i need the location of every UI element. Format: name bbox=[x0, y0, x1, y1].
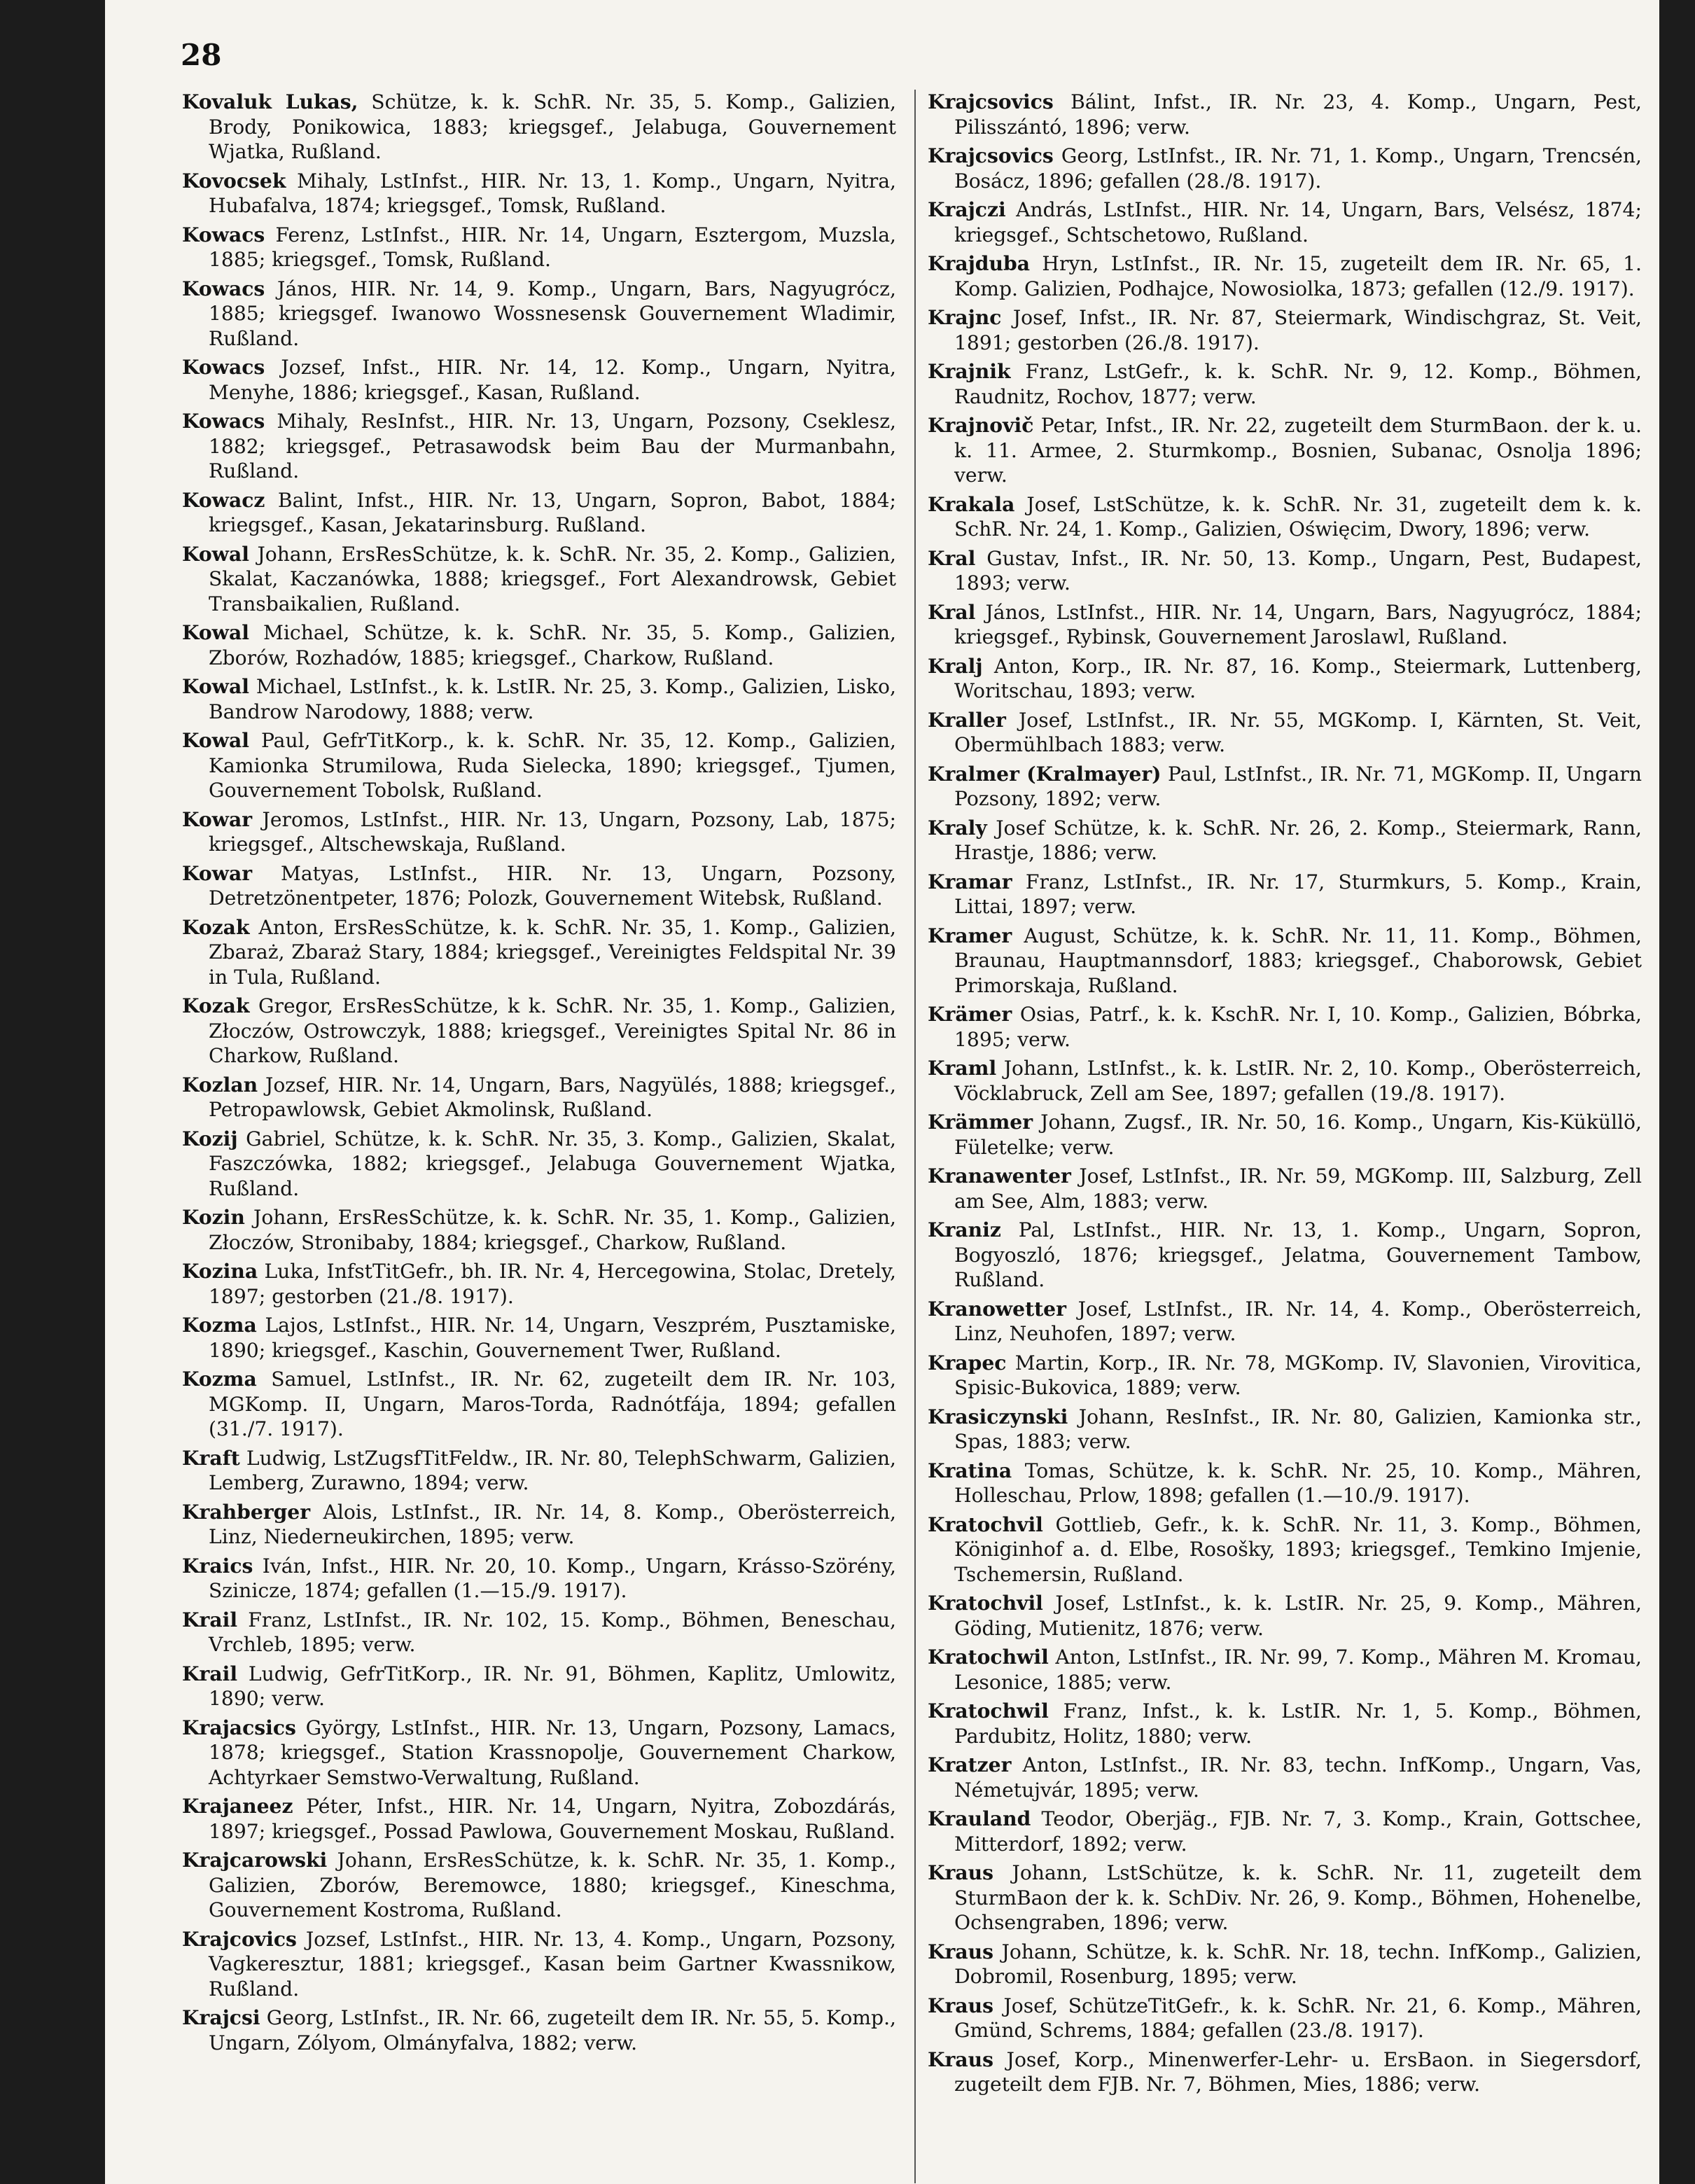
entry-surname: Krahberger bbox=[182, 1500, 311, 1524]
entry-surname: Kraft bbox=[182, 1446, 240, 1470]
entry-details: András, LstInfst., HIR. Nr. 14, Ungarn, Bars, Velsész, 1874; kriegsgef., Schtschetowo, Rußland. bbox=[954, 198, 1642, 246]
entry-details: Johann, ErsResSchütze, k. k. SchR. Nr. 35, 2. Komp., Galizien, Skalat, Kaczanówka, 1888; kriegsgef., Fort Alexandrowsk, Gebiet Transbaikalien, Rußland. bbox=[209, 542, 896, 615]
register-entry bbox=[928, 144, 1642, 193]
entry-surname: Kowal bbox=[182, 621, 249, 644]
entry-surname: Kozak bbox=[182, 915, 250, 939]
register-entry bbox=[182, 1073, 896, 1122]
register-entry bbox=[928, 251, 1642, 301]
entry-details: János, LstInfst., HIR. Nr. 14, Ungarn, Bars, Nagyugrócz, 1884; kriegsgef., Rybinsk, Gouvernement Jaroslawl, Rußland. bbox=[954, 600, 1642, 648]
register-entry bbox=[182, 1848, 896, 1923]
register-entry bbox=[182, 1127, 896, 1202]
entry-details: Georg, LstInfst., IR. Nr. 66, zugeteilt dem IR. Nr. 55, 5. Komp., Ungarn, Zólyom, Olmányfalva, 1882; verw. bbox=[209, 2006, 896, 2054]
entry-details: Iván, Infst., HIR. Nr. 20, 10. Komp., Ungarn, Krásso-Szörény, Szinicze, 1874; gefallen (1.—15./9. 1917). bbox=[209, 1554, 896, 1602]
entry-surname: Kraml bbox=[928, 1057, 997, 1080]
register-entry bbox=[928, 1645, 1642, 1695]
register-entry bbox=[182, 1794, 896, 1844]
register-entry bbox=[928, 1699, 1642, 1748]
page-number: 28 bbox=[181, 38, 222, 72]
entry-surname: Krämer bbox=[928, 1003, 1012, 1026]
entry-surname: Kowacs bbox=[182, 277, 265, 300]
register-entry bbox=[928, 1940, 1642, 1989]
register-entry bbox=[928, 1994, 1642, 2043]
entry-surname: Kraniz bbox=[928, 1218, 1001, 1241]
register-entry bbox=[928, 413, 1642, 488]
entry-surname: Kramer bbox=[928, 924, 1012, 947]
entry-details: Paul, GefrTitKorp., k. k. SchR. Nr. 35, 12. Komp., Galizien, Kamionka Strumilowa, Ruda Sielecka, 1890; kriegsgef., Tjumen, Gouvernement Tobolsk, Rußland. bbox=[209, 729, 896, 802]
register-entry bbox=[928, 1351, 1642, 1400]
register-entry bbox=[182, 1927, 896, 2002]
entry-details: János, HIR. Nr. 14, 9. Komp., Ungarn, Bars, Nagyugrócz, 1885; kriegsgef. Iwanowo Wossnesensk Gouvernement Wladimir, Rußland. bbox=[209, 277, 896, 350]
register-entry bbox=[928, 708, 1642, 758]
register-entry bbox=[182, 1662, 896, 1711]
register-entry bbox=[182, 620, 896, 670]
entry-details: Hryn, LstInfst., IR. Nr. 15, zugeteilt dem IR. Nr. 65, 1. Komp. Galizien, Podhajce, Nowosiolka, 1873; gefallen (12./9. 1917). bbox=[954, 252, 1642, 300]
entry-surname: Kralj bbox=[928, 654, 983, 678]
register-entry bbox=[928, 2047, 1642, 2097]
entry-surname: Kranowetter bbox=[928, 1297, 1066, 1321]
register-entry bbox=[182, 277, 896, 352]
entry-details: Anton, ErsResSchütze, k. k. SchR. Nr. 35, 1. Komp., Galizien, Zbaraż, Zbaraż Stary, 1884; kriegsgef., Vereinigtes Feldspital Nr. 39 in Tula, Rußland. bbox=[209, 915, 896, 989]
register-entry bbox=[928, 1753, 1642, 1802]
entry-surname: Kraus bbox=[928, 2047, 993, 2071]
register-entry bbox=[182, 2005, 896, 2055]
register-entry bbox=[182, 542, 896, 617]
register-entry bbox=[182, 1205, 896, 1255]
entry-surname: Kozlan bbox=[182, 1073, 258, 1097]
entry-surname: Kratochwil bbox=[928, 1646, 1049, 1669]
entry-surname: Krajaneez bbox=[182, 1795, 293, 1818]
entry-details: Josef, LstSchütze, k. k. SchR. Nr. 31, zugeteilt dem k. k. SchR. Nr. 24, 1. Komp., Galizien, Oświęcim, Dwory, 1896; verw. bbox=[954, 492, 1642, 541]
register-entry bbox=[928, 90, 1642, 139]
entry-surname: Kral bbox=[928, 546, 976, 570]
register-entry bbox=[182, 1608, 896, 1657]
entry-details: Balint, Infst., HIR. Nr. 13, Ungarn, Sopron, Babot, 1884; kriegsgef., Kasan, Jekatarinsburg. Rußland. bbox=[209, 488, 896, 536]
register-entry bbox=[182, 915, 896, 990]
register-entry bbox=[182, 1716, 896, 1790]
entry-details: Gottlieb, Gefr., k. k. SchR. Nr. 11, 3. Komp., Böhmen, Königinhof a. d. Elbe, Rosošky, 1893; kriegsgef., Temkino Imjenie, Tschemersin, Rußland. bbox=[954, 1512, 1642, 1586]
entry-surname: Krajcarowski bbox=[182, 1849, 328, 1872]
entry-surname: Kralmer (Kralmayer) bbox=[928, 762, 1162, 786]
entry-surname: Kowacs bbox=[182, 223, 265, 246]
entry-surname: Kraly bbox=[928, 816, 987, 840]
entry-surname: Kowar bbox=[182, 861, 253, 885]
entry-surname: Kowal bbox=[182, 675, 249, 698]
entry-details: Samuel, LstInfst., IR. Nr. 62, zugeteilt dem IR. Nr. 103, MGKomp. II, Ungarn, Maros-Torda, Radnótfája, 1894; gefallen (31./7. 1917). bbox=[209, 1368, 896, 1440]
entry-surname: Kraus bbox=[928, 1861, 993, 1884]
entry-surname: Kozin bbox=[182, 1206, 245, 1229]
register-entry bbox=[182, 355, 896, 405]
entry-surname: Kratina bbox=[928, 1459, 1012, 1482]
entry-details: Ludwig, GefrTitKorp., IR. Nr. 91, Böhmen, Kaplitz, Umlowitz, 1890; verw. bbox=[209, 1662, 896, 1710]
entry-surname: Krakala bbox=[928, 492, 1015, 516]
entry-details: Osias, Patrf., k. k. KschR. Nr. I, 10. Komp., Galizien, Bóbrka, 1895; verw. bbox=[954, 1003, 1642, 1051]
entry-details: Tomas, Schütze, k. k. SchR. Nr. 25, 10. Komp., Mähren, Holleschau, Prlow, 1898; gefallen (1.—10./9. 1917). bbox=[954, 1459, 1642, 1507]
register-entry bbox=[182, 90, 896, 165]
entry-details: Johann, ResInfst., IR. Nr. 80, Galizien, Kamionka str., Spas, 1883; verw. bbox=[954, 1405, 1642, 1453]
entry-details: Schütze, k. k. SchR. Nr. 35, 5. Komp., Galizien, Brody, Ponikowica, 1883; kriegsgef., Jelabuga, Gouvernement Wjatka, Rußland. bbox=[209, 90, 896, 163]
entry-details: Josef Schütze, k. k. SchR. Nr. 26, 2. Komp., Steiermark, Rann, Hrastje, 1886; verw. bbox=[954, 816, 1642, 864]
entry-surname: Krämmer bbox=[928, 1111, 1033, 1134]
entry-details: Gregor, ErsResSchütze, k k. SchR. Nr. 35, 1. Komp., Galizien, Złoczów, Ostrowczyk, 1888; kriegsgef., Vereinigtes Spital Nr. 86 in Charkow, Rußland. bbox=[209, 994, 896, 1067]
entry-surname: Kraus bbox=[928, 1994, 993, 2017]
register-entry bbox=[928, 924, 1642, 999]
entry-surname: Kowacs bbox=[182, 410, 265, 433]
entry-details: Teodor, Oberjäg., FJB. Nr. 7, 3. Komp., Krain, Gottschee, Mitterdorf, 1892; verw. bbox=[954, 1807, 1642, 1856]
register-entry bbox=[928, 197, 1642, 247]
entry-surname: Krajcovics bbox=[182, 1927, 297, 1951]
entry-details: Paul, LstInfst., IR. Nr. 71, MGKomp. II, Ungarn Pozsony, 1892; verw. bbox=[954, 762, 1642, 810]
entry-details: Jeromos, LstInfst., HIR. Nr. 13, Ungarn, Pozsony, Lab, 1875; kriegsgef., Altschewskaja, Rußland. bbox=[209, 807, 896, 856]
entry-surname: Krajcsovics bbox=[928, 90, 1054, 113]
register-entry bbox=[928, 1405, 1642, 1454]
entry-details: Johann, Schütze, k. k. SchR. Nr. 18, techn. InfKomp., Galizien, Dobromil, Rosenburg, 1895; verw. bbox=[954, 1940, 1642, 1988]
entry-surname: Kowal bbox=[182, 729, 249, 752]
column-divider bbox=[914, 90, 916, 2183]
entry-surname: Krajnovič bbox=[928, 414, 1034, 437]
register-entry bbox=[182, 1259, 896, 1309]
entry-surname: Krail bbox=[182, 1608, 238, 1632]
entry-surname: Kozma bbox=[182, 1314, 257, 1337]
register-entry bbox=[928, 1056, 1642, 1106]
entry-details: Michael, Schütze, k. k. SchR. Nr. 35, 5. Komp., Galizien, Zborów, Rozhadów, 1885; kriegsgef., Charkow, Rußland. bbox=[209, 621, 896, 669]
register-entry bbox=[928, 1002, 1642, 1052]
entry-details: Johann, ErsResSchütze, k. k. SchR. Nr. 35, 1. Komp., Galizien, Zborów, Beremowce, 1880; kriegsgef., Kineschma, Gouvernement Kostroma, Rußland. bbox=[209, 1849, 896, 1921]
document-page bbox=[105, 0, 1659, 2184]
register-entry bbox=[928, 600, 1642, 650]
entry-details: August, Schütze, k. k. SchR. Nr. 11, 11. Komp., Böhmen, Braunau, Hauptmannsdorf, 1883; kriegsgef., Chaborowsk, Gebiet Primorskaja, Rußland. bbox=[954, 924, 1642, 997]
entry-surname: Krajnc bbox=[928, 306, 1002, 329]
register-entry bbox=[182, 488, 896, 538]
entry-details: Jozsef, LstInfst., HIR. Nr. 13, 4. Komp., Ungarn, Pozsony, Vagkeresztur, 1881; kriegsgef., Kasan beim Gartner Kwassnikow, Rußland. bbox=[209, 1927, 896, 2001]
entry-details: Franz, LstGefr., k. k. SchR. Nr. 9, 12. Komp., Böhmen, Raudnitz, Rochov, 1877; verw. bbox=[954, 360, 1642, 408]
entry-details: Johann, ErsResSchütze, k. k. SchR. Nr. 35, 1. Komp., Galizien, Złoczów, Stronibaby, 1884; kriegsgef., Charkow, Rußland. bbox=[209, 1206, 896, 1254]
entry-details: Mihaly, ResInfst., HIR. Nr. 13, Ungarn, Pozsony, Cseklesz, 1882; kriegsgef., Petrasawodsk beim Bau der Murmanbahn, Rußland. bbox=[209, 410, 896, 482]
entry-details: Josef, LstInfst., IR. Nr. 55, MGKomp. I, Kärnten, St. Veit, Obermühlbach 1883; verw. bbox=[954, 708, 1642, 756]
register-entry bbox=[928, 1459, 1642, 1508]
entry-surname: Kozij bbox=[182, 1127, 238, 1150]
register-entry bbox=[182, 674, 896, 724]
entry-surname: Kozina bbox=[182, 1260, 258, 1283]
register-entry bbox=[928, 492, 1642, 542]
entry-surname: Krajacsics bbox=[182, 1716, 296, 1739]
register-entry bbox=[928, 1512, 1642, 1587]
entry-details: Lajos, LstInfst., HIR. Nr. 14, Ungarn, Veszprém, Pusztamiske, 1890; kriegsgef., Kaschin, Gouvernement Twer, Rußland. bbox=[209, 1314, 896, 1362]
register-entry bbox=[928, 1218, 1642, 1293]
entry-surname: Kratochvil bbox=[928, 1512, 1043, 1536]
register-entry bbox=[182, 1367, 896, 1442]
entry-surname: Kozma bbox=[182, 1368, 257, 1391]
entry-details: Johann, Zugsf., IR. Nr. 50, 16. Komp., Ungarn, Kis-Küküllö, Fületelke; verw. bbox=[954, 1111, 1642, 1159]
register-entry bbox=[182, 223, 896, 272]
entry-details: Anton, LstInfst., IR. Nr. 83, techn. InfKomp., Ungarn, Vas, Németujvár, 1895; verw. bbox=[954, 1753, 1642, 1802]
entry-details: Gustav, Infst., IR. Nr. 50, 13. Komp., Ungarn, Pest, Budapest, 1893; verw. bbox=[954, 546, 1642, 594]
entry-surname: Krajczi bbox=[928, 198, 1006, 221]
entry-details: Alois, LstInfst., IR. Nr. 14, 8. Komp., Oberösterreich, Linz, Niederneukirchen, 1895; verw. bbox=[209, 1500, 896, 1548]
register-entry bbox=[182, 1313, 896, 1363]
entry-details: Martin, Korp., IR. Nr. 78, MGKomp. IV, Slavonien, Virovitica, Spisic-Bukovica, 1889; verw. bbox=[954, 1351, 1642, 1399]
left-column bbox=[182, 90, 896, 2059]
register-entry bbox=[928, 1807, 1642, 1856]
entry-details: Péter, Infst., HIR. Nr. 14, Ungarn, Nyitra, Zobozdárás, 1897; kriegsgef., Possad Pawlowa, Gouvernement Moskau, Rußland. bbox=[209, 1795, 896, 1843]
entry-details: Franz, LstInfst., IR. Nr. 102, 15. Komp., Böhmen, Beneschau, Vrchleb, 1895; verw. bbox=[209, 1608, 896, 1656]
register-entry bbox=[928, 359, 1642, 409]
entry-surname: Krail bbox=[182, 1662, 238, 1685]
entry-surname: Kraller bbox=[928, 708, 1006, 732]
entry-details: Michael, LstInfst., k. k. LstIR. Nr. 25, 3. Komp., Galizien, Lisko, Bandrow Narodowy, 1888; verw. bbox=[209, 675, 896, 723]
register-entry bbox=[182, 861, 896, 911]
entry-details: Pal, LstInfst., HIR. Nr. 13, 1. Komp., Ungarn, Sopron, Bogyoszló, 1876; kriegsgef., Jelatma, Gouvernement Tambow, Rußland. bbox=[954, 1218, 1642, 1291]
register-entry bbox=[182, 1446, 896, 1496]
entry-surname: Kowacs bbox=[182, 356, 265, 379]
entry-details: Petar, Infst., IR. Nr. 22, zugeteilt dem SturmBaon. der k. u. k. 11. Armee, 2. Sturmkomp., Bosnien, Subanac, Osnolja 1896; verw. bbox=[954, 414, 1642, 487]
entry-details: Josef, LstInfst., IR. Nr. 14, 4. Komp., Oberösterreich, Linz, Neuhofen, 1897; verw. bbox=[954, 1297, 1642, 1345]
register-entry bbox=[182, 728, 896, 803]
entry-details: Josef, Infst., IR. Nr. 87, Steiermark, Windischgraz, St. Veit, 1891; gestorben (26./8. 1917). bbox=[954, 306, 1642, 354]
entry-details: Anton, Korp., IR. Nr. 87, 16. Komp., Steiermark, Luttenberg, Woritschau, 1893; verw. bbox=[954, 654, 1642, 702]
entry-surname: Kratzer bbox=[928, 1753, 1012, 1776]
entry-details: Johann, LstSchütze, k. k. SchR. Nr. 11, zugeteilt dem SturmBaon der k. k. SchDiv. Nr. 26, 9. Komp., Böhmen, Hohenelbe, Ochsengraben, 1896; verw. bbox=[954, 1861, 1642, 1934]
register-entry bbox=[182, 169, 896, 218]
entry-details: Jozsef, Infst., HIR. Nr. 14, 12. Komp., Ungarn, Nyitra, Menyhe, 1886; kriegsgef., Kasan, Rußland. bbox=[209, 356, 896, 404]
entry-surname: Kraics bbox=[182, 1554, 253, 1578]
entry-details: Matyas, LstInfst., HIR. Nr. 13, Ungarn, Pozsony, Detretzönentpeter, 1876; Polozk, Gouvernement Witebsk, Rußland. bbox=[209, 861, 896, 910]
entry-surname: Kranawenter bbox=[928, 1164, 1071, 1188]
entry-details: Anton, LstInfst., IR. Nr. 99, 7. Komp., Mähren M. Kromau, Lesonice, 1885; verw. bbox=[954, 1646, 1642, 1694]
entry-surname: Krapec bbox=[928, 1351, 1007, 1375]
register-entry bbox=[182, 409, 896, 484]
register-entry bbox=[182, 1500, 896, 1550]
entry-surname: Krasiczynski bbox=[928, 1405, 1068, 1428]
entry-surname: Kraus bbox=[928, 1940, 993, 1963]
entry-details: Josef, LstInfst., IR. Nr. 59, MGKomp. III, Salzburg, Zell am See, Alm, 1883; verw. bbox=[954, 1164, 1642, 1213]
entry-surname: Kowar bbox=[182, 807, 253, 831]
entry-details: Josef, SchützeTitGefr., k. k. SchR. Nr. 21, 6. Komp., Mähren, Gmünd, Schrems, 1884; gefallen (23./8. 1917). bbox=[954, 1994, 1642, 2042]
register-entry bbox=[182, 1554, 896, 1604]
right-column bbox=[928, 90, 1642, 2101]
entry-details: Franz, LstInfst., IR. Nr. 17, Sturmkurs, 5. Komp., Krain, Littai, 1897; verw. bbox=[954, 870, 1642, 918]
entry-details: Franz, Infst., k. k. LstIR. Nr. 1, 5. Komp., Böhmen, Pardubitz, Holitz, 1880; verw. bbox=[954, 1699, 1642, 1748]
register-entry bbox=[928, 1110, 1642, 1160]
entry-details: Luka, InfstTitGefr., bh. IR. Nr. 4, Hercegowina, Stolac, Dretely, 1897; gestorben (21./8. 1917). bbox=[209, 1260, 896, 1308]
entry-surname: Kral bbox=[928, 600, 976, 624]
register-entry bbox=[928, 1297, 1642, 1347]
entry-surname: Kowacz bbox=[182, 488, 265, 512]
entry-details: Georg, LstInfst., IR. Nr. 71, 1. Komp., Ungarn, Trencsén, Bosácz, 1896; gefallen (28./8. 1917). bbox=[954, 144, 1642, 193]
entry-surname: Krajduba bbox=[928, 252, 1030, 275]
entry-details: Ferenz, LstInfst., HIR. Nr. 14, Ungarn, Esztergom, Muzsla, 1885; kriegsgef., Tomsk, Rußland. bbox=[209, 223, 896, 271]
entry-surname: Krajcsovics bbox=[928, 144, 1054, 167]
entry-surname: Krauland bbox=[928, 1807, 1031, 1830]
register-entry bbox=[928, 1164, 1642, 1213]
entry-surname: Kozak bbox=[182, 994, 250, 1017]
entry-details: Josef, LstInfst., k. k. LstIR. Nr. 25, 9. Komp., Mähren, Göding, Mutienitz, 1876; verw. bbox=[954, 1592, 1642, 1640]
entry-details: Jozsef, HIR. Nr. 14, Ungarn, Bars, Nagyülés, 1888; kriegsgef., Petropawlowsk, Gebiet Akmolinsk, Rußland. bbox=[209, 1073, 896, 1121]
entry-surname: Krajcsi bbox=[182, 2006, 260, 2029]
register-entry bbox=[182, 807, 896, 857]
entry-details: Johann, LstInfst., k. k. LstIR. Nr. 2, 10. Komp., Oberösterreich, Vöcklabruck, Zell am See, 1897; gefallen (19./8. 1917). bbox=[954, 1057, 1642, 1105]
entry-details: Gabriel, Schütze, k. k. SchR. Nr. 35, 3. Komp., Galizien, Skalat, Faszczówka, 1882; kriegsgef., Jelabuga Gouvernement Wjatka, Rußland. bbox=[209, 1127, 896, 1200]
entry-surname: Kratochvil bbox=[928, 1592, 1043, 1615]
register-entry bbox=[182, 994, 896, 1069]
register-entry bbox=[928, 546, 1642, 596]
entry-details: Josef, Korp., Minenwerfer-Lehr- u. ErsBaon. in Siegersdorf, zugeteilt dem FJB. Nr. 7, Böhmen, Mies, 1886; verw. bbox=[954, 2047, 1642, 2096]
register-entry bbox=[928, 816, 1642, 865]
entry-details: Mihaly, LstInfst., HIR. Nr. 13, 1. Komp., Ungarn, Nyitra, Hubafalva, 1874; kriegsgef., Tomsk, Rußland. bbox=[209, 169, 896, 217]
register-entry bbox=[928, 305, 1642, 355]
entry-surname: Kratochwil bbox=[928, 1699, 1049, 1723]
entry-surname: Kowal bbox=[182, 542, 249, 566]
entry-details: Ludwig, LstZugsfTitFeldw., IR. Nr. 80, TelephSchwarm, Galizien, Lemberg, Zurawno, 1894; verw. bbox=[209, 1446, 896, 1494]
register-entry bbox=[928, 870, 1642, 919]
entry-surname: Kovaluk Lukas, bbox=[182, 90, 358, 113]
register-entry bbox=[928, 762, 1642, 812]
entry-surname: Krajnik bbox=[928, 360, 1011, 383]
entry-surname: Kramar bbox=[928, 870, 1012, 893]
register-entry bbox=[928, 1860, 1642, 1935]
entry-details: Bálint, Infst., IR. Nr. 23, 4. Komp., Ungarn, Pest, Pilisszántó, 1896; verw. bbox=[954, 90, 1642, 139]
register-entry bbox=[928, 654, 1642, 704]
register-entry bbox=[928, 1591, 1642, 1641]
entry-surname: Kovocsek bbox=[182, 169, 286, 193]
entry-details: György, LstInfst., HIR. Nr. 13, Ungarn, Pozsony, Lamacs, 1878; kriegsgef., Station Krassnopolje, Gouvernement Charkow, Achtyrkaer Semstwo-Verwaltung, Rußland. bbox=[209, 1716, 896, 1789]
